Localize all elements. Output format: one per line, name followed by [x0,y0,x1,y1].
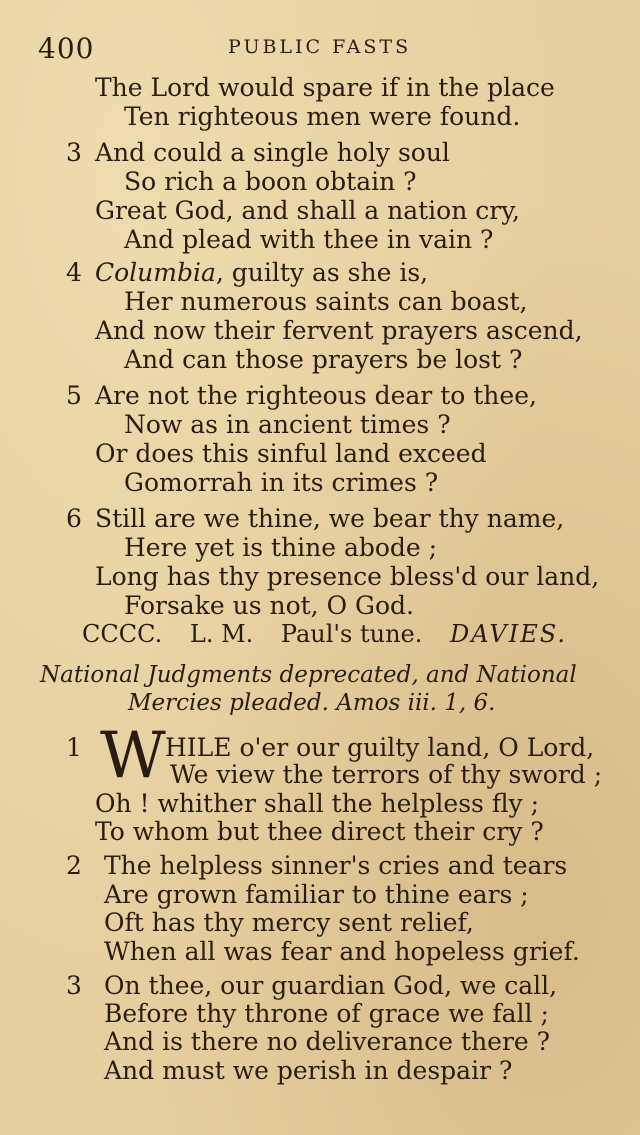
verse-line [95,258,428,288]
hymn-tune: Paul's tune. [280,620,423,648]
verse-line: Oft has thy mercy sent relief, [104,908,474,937]
stanza-number: 4 [66,258,82,287]
stanza-number: 6 [66,504,82,533]
hymn-subtitle-second [128,690,495,716]
verse-line: And plead with thee in vain ? [124,225,494,254]
verse-line: And can those prayers be lost ? [124,345,523,374]
page-header [38,28,598,68]
verse-line: To whom but thee direct their cry ? [95,817,544,846]
verse-line: We view the terrors of thy sword ; [170,760,603,789]
verse-line: Great God, and shall a nation cry, [95,196,520,225]
stanza-number: 3 [66,138,82,167]
verse-line: Here yet is thine abode ; [124,533,438,562]
verse-line: And must we perish in despair ? [104,1056,513,1085]
verse-line: Her numerous saints can boast, [124,287,528,316]
hymn-heading [82,620,587,648]
verse-line: The Lord would spare if in the place [95,73,555,102]
verse-line: On thee, our guardian God, we call, [104,971,558,1000]
hymn-composer: DAVIES. [450,620,567,648]
verse-line: Are grown familiar to thine ears ; [104,880,529,909]
italic-word: Columbia [95,258,216,287]
verse-line: And is there no deliverance there ? [104,1027,551,1056]
page-number: 400 [38,32,95,65]
verse-line: Or does this sinful land exceed [95,439,487,468]
hymn-number: CCCC. [82,620,163,648]
running-title: PUBLIC FASTS [228,36,412,58]
drop-cap: W [100,719,166,793]
stanza-number: 2 [66,851,82,880]
verse-line: Long has thy presence bless'd our land, [95,562,600,591]
subtitle-text: Mercies pleaded. [128,690,329,716]
verse-line: So rich a boon obtain ? [124,167,417,196]
verse-line: Gomorrah in its crimes ? [124,468,439,497]
scripture-reference: Amos iii. 1, 6. [336,690,496,716]
verse-line: And could a single holy soul [95,138,450,167]
hymn-meter: L. M. [189,620,254,648]
verse-line: Still are we thine, we bear thy name, [95,504,565,533]
hymn-subtitle: National Judgments deprecated, and National [40,662,577,688]
stanza-number: 3 [66,971,82,1000]
verse-line: HILE o'er our guilty land, O Lord, [165,733,595,762]
stanza-number: 1 [66,733,82,762]
stanza-number: 5 [66,381,82,410]
verse-line: Forsake us not, O God. [124,591,414,620]
verse-line: And now their fervent prayers ascend, [95,316,583,345]
verse-line: Are not the righteous dear to thee, [95,381,537,410]
verse-line: Before thy throne of grace we fall ; [104,999,549,1028]
verse-line: When all was fear and hopeless grief. [104,937,580,966]
verse-line: Now as in ancient times ? [124,410,451,439]
verse-line-rest: , guilty as she is, [215,258,429,287]
verse-line: Ten righteous men were found. [124,102,521,131]
verse-line: The helpless sinner's cries and tears [104,851,568,880]
verse-line: Oh ! whither shall the helpless fly ; [95,789,539,818]
